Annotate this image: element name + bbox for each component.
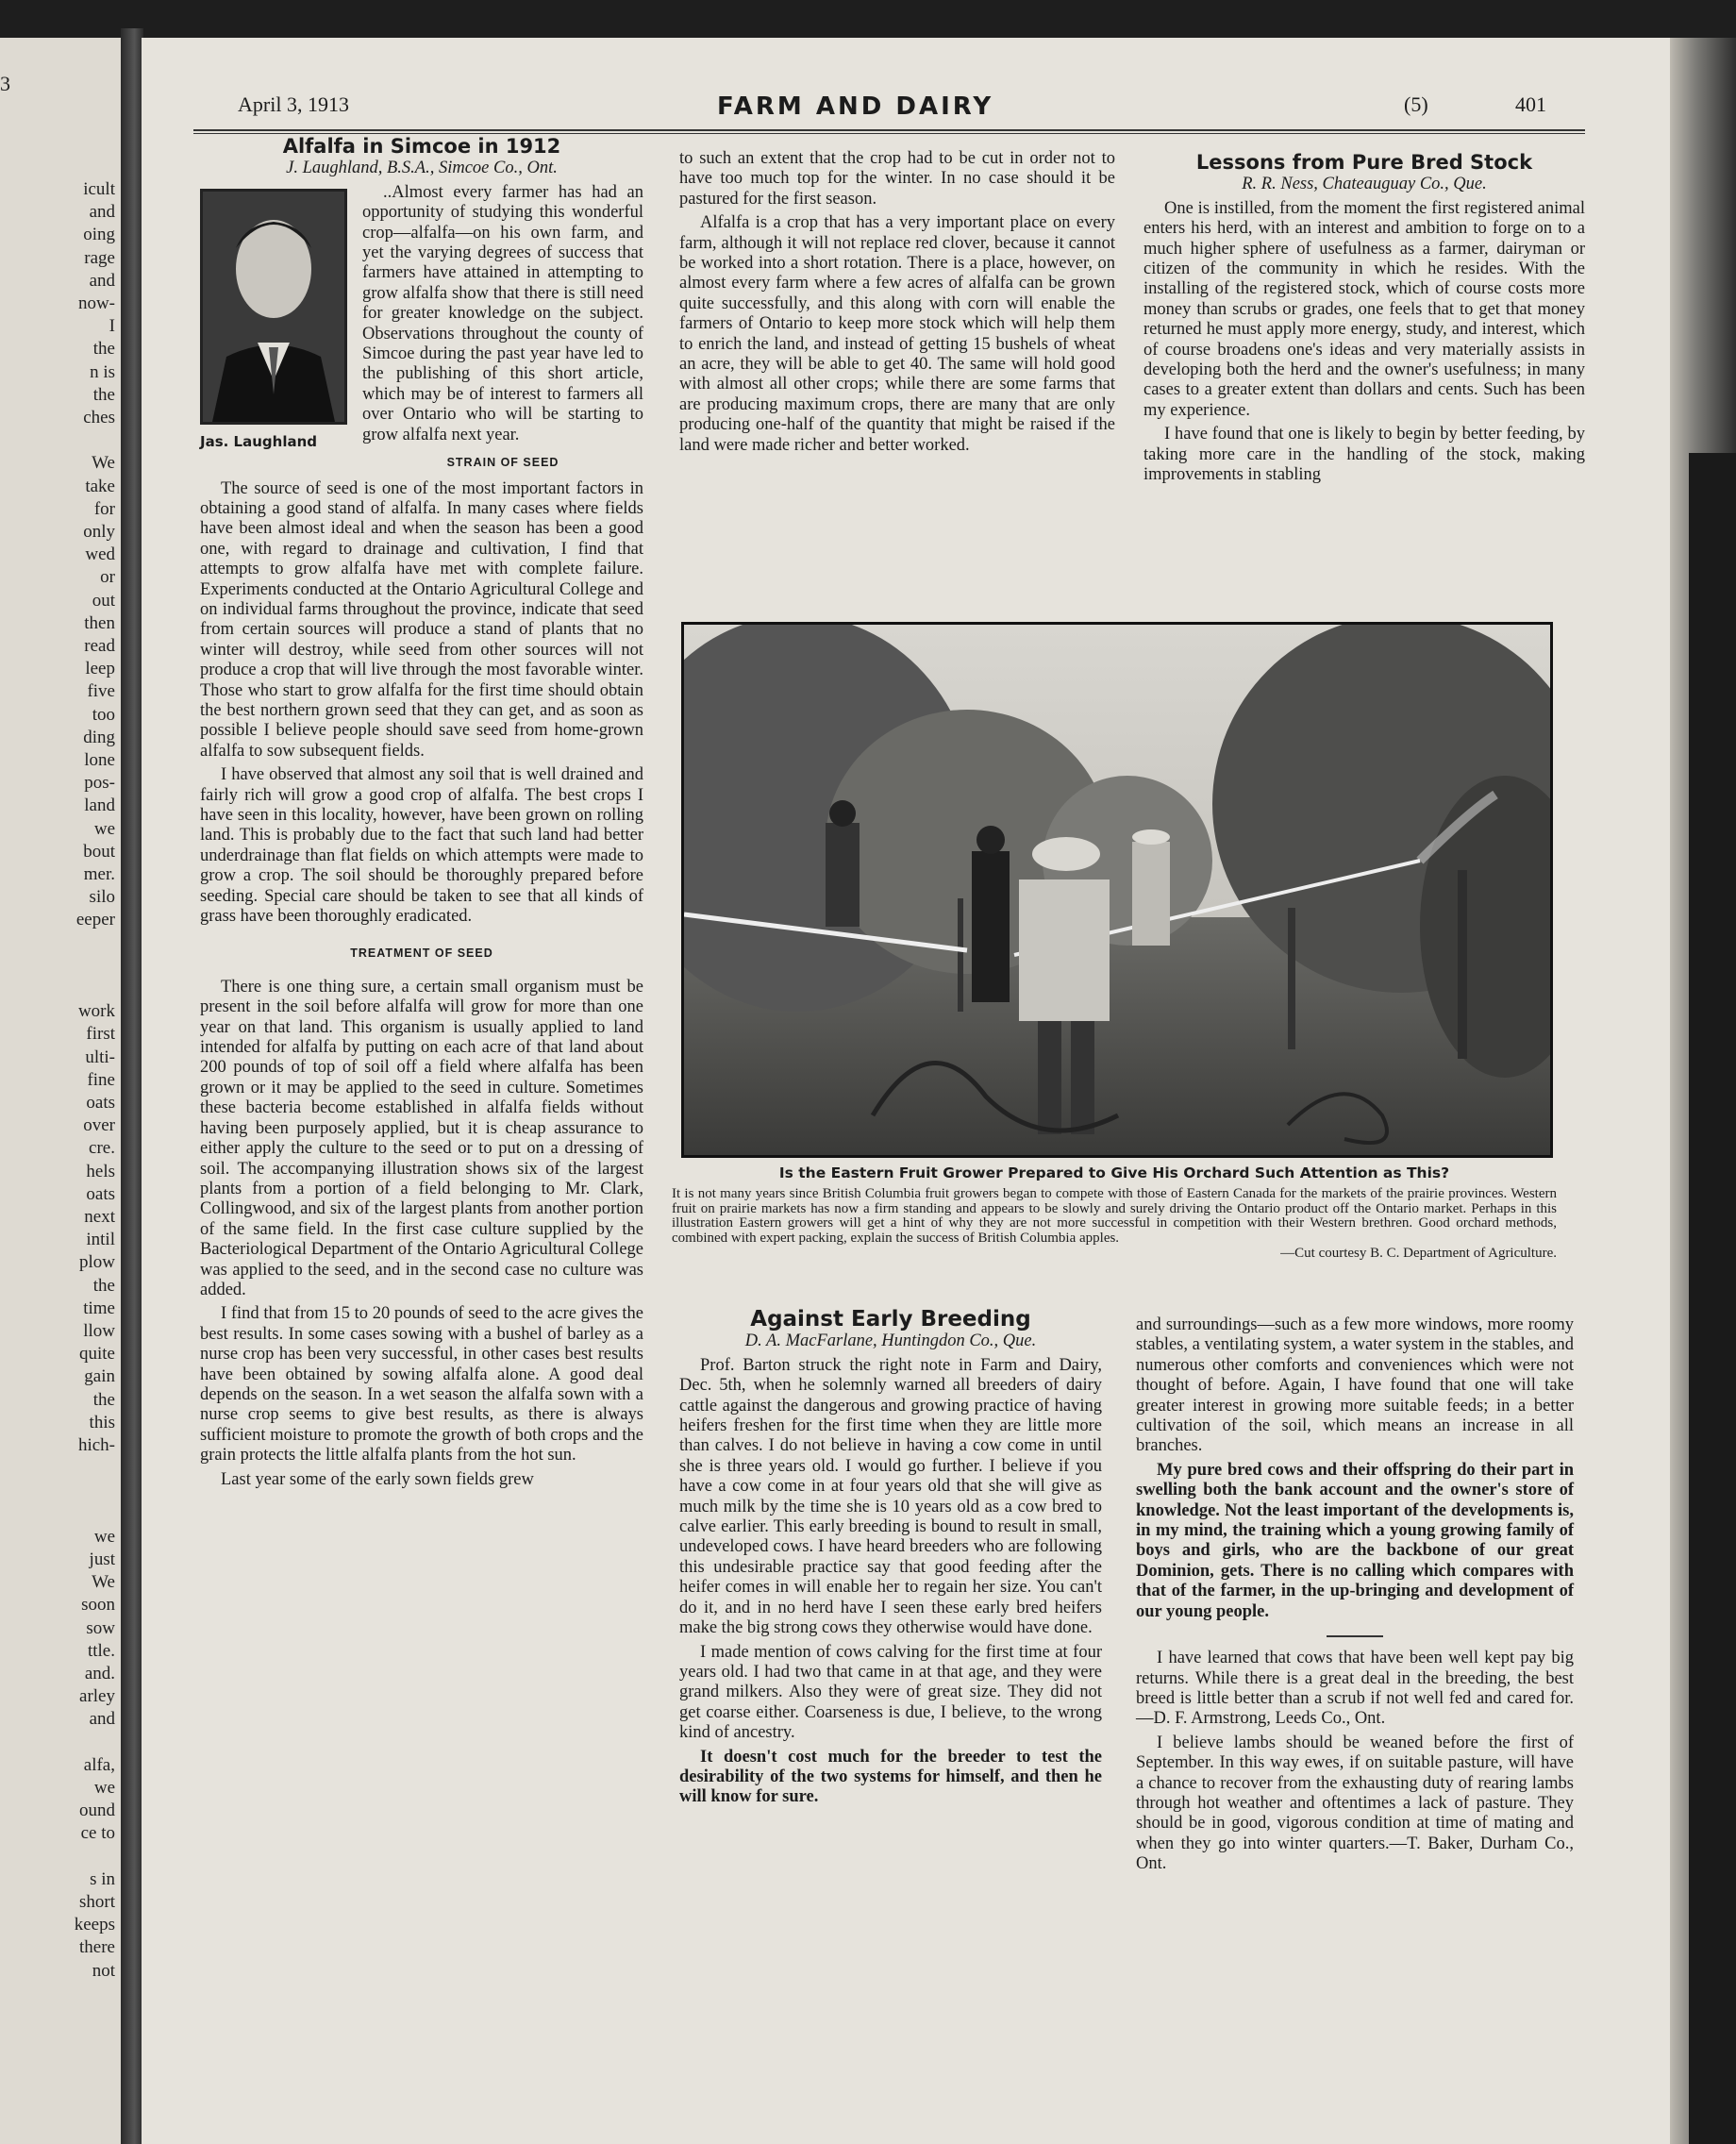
facing-page-line: bout <box>83 841 115 862</box>
article-paragraph: to such an extent that the crop had to be cut in order not to have too much top for the winter. In no case should it be pastured for the first season. <box>679 149 1115 209</box>
facing-page-line: take <box>85 476 115 496</box>
facing-page-line: this <box>89 1412 115 1432</box>
facing-page-line: cre. <box>89 1138 115 1159</box>
facing-page-line: only <box>83 522 115 542</box>
facing-page-line: oats <box>86 1183 115 1204</box>
facing-page-line: hels <box>86 1161 115 1181</box>
facing-page-line: next <box>84 1207 115 1227</box>
facing-page-line: the <box>92 339 115 360</box>
facing-page-line: arley <box>79 1686 115 1707</box>
facing-page-line: the <box>92 1275 115 1296</box>
article-paragraph: and surroundings—such as a few more windows, more roomy stables, a ventilating system, a water system in the stables, and numerous other comforts and conveniences which were not thought of before. Again, I have found that one will take greater interest in growing more suitable feeds; in a better cultivation of the soil, which means an increase in all branches. <box>1136 1315 1574 1456</box>
article-paragraph: One is instilled, from the moment the first registered animal enters his herd, with an interest and ambition to forge on to a much higher sphere of usefulness as a farmer, dairyman or citizen of the community in which he resides. With the installing of the registered stock, which of course costs more money than scrubs or grades, one feels that to get that money returned he must apply more energy, study, and interest, which of course broadens one's ideas and very materially assists in developing both the herd and the owner's usefulness; in many cases to a greater extent than dollars and cents. Such has been my experience. <box>1143 198 1585 420</box>
facing-page-line: work <box>77 1001 115 1022</box>
facing-page-line: ound <box>79 1801 115 1821</box>
facing-page-line: rage <box>84 247 115 268</box>
article-paragraph: Prof. Barton struck the right note in Farm and Dairy, Dec. 5th, when he solemnly warned all breeders of dairy cattle against the dangerous and growing practice of having heifers freshen for the first time when they are little more than calves. I do not believe in having a cow come in until she is three years old. I would go further. I believe if you have a cow come in at four years old that she will give as much milk by the time she is 10 years old as a cow bred to calve earlier. This early breeding is bound to result in small, undeveloped cows. I have heard breeders who are following this undesirable practice say that good feeding after the heifer comes in will enable her to regain her size. You can't do it, and in no herd have I seen these early bred heifers make the big strong cows they otherwise would have done. <box>679 1355 1102 1638</box>
facing-page-line: I <box>108 316 115 337</box>
facing-page-line: then <box>84 612 115 633</box>
facing-page-line: We <box>92 453 115 474</box>
column-2-top <box>679 149 1115 456</box>
facing-page-line: and. <box>84 1664 115 1683</box>
facing-page-line: ches <box>83 408 115 427</box>
section-page-number: (5) <box>1404 92 1428 116</box>
section-separator <box>1327 1635 1383 1637</box>
facing-page-number: 3 <box>0 72 10 95</box>
photo-credit: —Cut courtesy B. C. Department of Agriculture. <box>1280 1246 1557 1262</box>
facing-page-line: lone <box>84 750 115 770</box>
byline-laughland: J. Laughland, B.S.A., Simcoe Co., Ont. <box>286 159 558 178</box>
facing-page-line: silo <box>89 887 115 908</box>
portrait-photo <box>200 189 347 425</box>
photo-caption-text: It is not many years since British Columbia fruit growers began to compete with those of Eastern Canada for the markets of the prairie provinces. Western fruit on prairie markets has now a firm standing and appears to be slowly and surely driving the Ontario product off the Ontario market. Perhaps in this illustration Eastern growers will get a hint of why they are not more successful in competition with their Western brethren. Good orchard methods, combined with expert packing, explain the success of British Columbia apples. <box>672 1186 1557 1246</box>
article-paragraph: There is one thing sure, a certain small organism must be present in the soil before alfalfa will grow for more than one year on that land. This organism is usually applied to land intended for alfalfa by putting on each acre of that land about 200 pounds of top of soil off a field where alfalfa has been grown or it may be applied to the seed in culture. Sometimes these bacteria become established in alfalfa fields without having been purposely applied, but it is cheap assurance to either apply the culture to the seed or to put on a dressing of soil. The accompanying illustration shows six of the largest plants from a portion of a field belonging to Mr. Clark, Collingwood, and six of the largest plants from another portion of the same field. In the first case culture supplied by the Bacteriological Department of the Ontario Agricultural College was applied to the seed, and in the second case no culture was added. <box>200 977 643 1299</box>
facing-page-line: alfa, <box>83 1754 115 1775</box>
facing-page-line: icult <box>83 179 115 199</box>
publication-title: FARM AND DAIRY <box>717 92 994 121</box>
facing-page-line: plow <box>79 1252 115 1273</box>
portrait-caption: Jas. Laughland <box>200 432 318 450</box>
note-armstrong: I have learned that cows that have been well kept pay big returns. While there is a great deal in the breeding, the best breed is little better than a scrub if not well fed and cared for.—D. F. Armstrong, Leeds Co., Ont. <box>1136 1649 1574 1729</box>
facing-page-line: and <box>89 270 115 291</box>
column-3-bottom <box>1136 1315 1574 1875</box>
facing-page-line: the <box>92 1389 115 1410</box>
column-3-top <box>1143 153 1585 486</box>
facing-page-line: over <box>83 1115 115 1136</box>
facing-page-fragment <box>0 38 121 2144</box>
facing-page-line: for <box>93 498 115 519</box>
article-paragraph: My pure bred cows and their offspring do their part in swelling both the bank account and the owner's store of knowledge. Not the least important of the developments is, in my mind, the training which a young growing family of boys and girls, who are the backbone of our great Dominion, gets. There is no calling which compares with that of the farmer, in the up-bringing and development of our young people. <box>1136 1460 1574 1621</box>
facing-page-line: out <box>92 590 115 611</box>
facing-page-line: ttle. <box>87 1640 115 1661</box>
facing-page-line: and <box>89 1709 115 1730</box>
facing-page-line: time <box>83 1298 115 1318</box>
facing-page-line: sow <box>86 1617 115 1638</box>
subhead-treatment-of-seed: TREATMENT OF SEED <box>350 946 493 961</box>
facing-page-line: short <box>79 1892 115 1912</box>
facing-page-line: we <box>93 1526 115 1547</box>
facing-page-line: oing <box>83 225 115 245</box>
facing-page-line: oats <box>86 1093 115 1113</box>
byline-macfarlane: D. A. MacFarlane, Huntingdon Co., Que. <box>744 1332 1037 1351</box>
article-headline-pure-bred: Lessons from Pure Bred Stock <box>1195 151 1533 174</box>
article-paragraph: I have found that one is likely to begin by better feeding, by taking more care in the handling of the stock, making improvements in stabling <box>1143 425 1585 485</box>
article-paragraph: I find that from 15 to 20 pounds of seed to the acre gives the best results. In some cases sowing with a bushel of barley as a nurse crop has been very successful, in other cases best results have been obtained by sowing alfalfa alone. A good deal depends on the season. In a wet season the alfalfa sown with a nurse crop seems to give best results, as there is always sufficient moisture to promote the growth of both crops and the grain protects the little alfalfa plants from the hot sun. <box>200 1304 643 1466</box>
facing-page-line: fine <box>87 1069 115 1090</box>
facing-page-line: We <box>92 1572 115 1593</box>
issue-date: April 3, 1913 <box>238 92 349 116</box>
column-2-bottom <box>679 1307 1102 1808</box>
facing-page-line: too <box>92 704 115 725</box>
facing-page-line: now- <box>77 293 115 313</box>
facing-page-line: mer. <box>83 864 115 884</box>
photo-caption-title: Is the Eastern Fruit Grower Prepared to Give His Orchard Such Attention as This? <box>778 1164 1450 1181</box>
facing-page-line: intil <box>86 1230 115 1250</box>
facing-page-line: land <box>84 796 115 816</box>
article-paragraph: It doesn't cost much for the breeder to test the desirability of the two systems for himself, and then he will know for sure. <box>679 1747 1102 1807</box>
note-baker: I believe lambs should be weaned before the first of September. In this way ewes, if on suitable pasture, will have a chance to recover from the exhausting duty of rearing lambs through hot weather and oftentimes a lack of pasture. They should be in good, vigorous condition at time of mating and when they go into winter quarters.—T. Baker, Durham Co., Ont. <box>1136 1733 1574 1874</box>
facing-page-line: quite <box>79 1344 115 1365</box>
byline-ness: R. R. Ness, Chateauguay Co., Que. <box>1242 175 1487 194</box>
article-paragraph: Alfalfa is a crop that has a very important place on every farm, although it will not replace red clover, because it cannot be worked into a short rotation. There is a place, however, on almost every farm where a few acres of alfalfa can be grown quite successfully, and this along with corn will enable the farmers of Ontario to keep more stock which will help them to enrich the land, and instead of getting 15 bushels of wheat an acre, they will be able to get 40. The same will hold good with almost all other crops; while there are some farms that are producing maximum crops, there are many that are only producing one-half of the quantity that might be raised if the land were made richer and better worked. <box>679 213 1115 455</box>
article-intro: ..Almost every farmer has had an opportunity of studying this wonderful crop—alfalfa—on his own farm, and yet the varying degrees of success that farmers have attained in attempting to grow alfalfa show that there is still need for greater knowledge on the subject. Observations throughout the county of Simcoe during the past year have led to the publishing of this short article, which may be of interest to farmers all over Ontario who will be starting to grow alfalfa next year. <box>362 182 643 444</box>
article-paragraph: Last year some of the early sown fields grew <box>221 1469 534 1489</box>
facing-page-line: there <box>79 1937 115 1958</box>
facing-page-line: gain <box>84 1366 115 1387</box>
facing-page-line: soon <box>81 1595 115 1616</box>
page-number-text: 401 <box>1515 92 1546 116</box>
facing-page-line: ce to <box>80 1823 115 1844</box>
header-rule <box>193 129 1585 134</box>
scan-background <box>1689 453 1736 2144</box>
article-headline-alfalfa: Alfalfa in Simcoe in 1912 <box>282 135 561 158</box>
orchard-spraying-photo <box>681 622 1553 1158</box>
facing-page-line: the <box>92 384 115 405</box>
facing-page-line: pos- <box>84 773 115 794</box>
book-gutter <box>121 28 143 2144</box>
facing-page-line: hich- <box>77 1435 115 1455</box>
facing-page-line: eeper <box>75 910 115 930</box>
portrait-laughland <box>200 189 349 451</box>
column-1 <box>200 137 643 1490</box>
article-paragraph: I made mention of cows calving for the first time at four years old. I had two that came in at that age, and they were grand milkers. Also they were of great size. They did not get coarse either. Coarseness is due, I believe, to the wrong kind of ancestry. <box>679 1642 1102 1743</box>
facing-page-line: llow <box>83 1321 115 1341</box>
facing-page-line: ding <box>83 727 115 747</box>
facing-page-line: s in <box>90 1868 115 1889</box>
facing-page-line: keeps <box>74 1915 115 1935</box>
facing-page-line: or <box>100 567 115 588</box>
scan-top-border <box>0 0 1736 38</box>
facing-page-line: n is <box>90 361 115 382</box>
facing-page-line: first <box>86 1024 115 1045</box>
facing-page-line: we <box>93 1778 115 1798</box>
portrait-illustration <box>203 192 344 422</box>
photo-caption <box>672 1164 1557 1262</box>
article-paragraph: I have observed that almost any soil that is well drained and fairly rich will grow a good crop of alfalfa. The best crops I have seen in this locality, however, have been grown on rolling land. This is probably due to the fact that such land had better underdrainage than flat fields on which attempts were made to grow a crop. The soil should be thoroughly prepared before seeding. Special care should be taken to see that all kinds of grass have been thoroughly eradicated. <box>200 765 643 927</box>
facing-page-line: just <box>89 1549 115 1569</box>
facing-page-line: leep <box>85 659 115 679</box>
facing-page-line: wed <box>85 544 115 565</box>
facing-page-line: and <box>89 202 115 223</box>
facing-page-line: read <box>84 636 115 656</box>
facing-page-line: ulti- <box>85 1047 115 1067</box>
article-headline-early-breeding: Against Early Breeding <box>750 1307 1031 1332</box>
facing-page-line: not <box>92 1960 115 1981</box>
facing-page-line: we <box>93 818 115 839</box>
facing-page-line: five <box>87 681 115 702</box>
subhead-strain-of-seed: STRAIN OF SEED <box>446 456 559 470</box>
orchard-illustration <box>684 625 1550 1155</box>
article-paragraph: The source of seed is one of the most important factors in obtaining a good stand of alfalfa. In many cases where fields have been almost ideal and when the season has been a good one, with regard to drainage and cultivation, I find that attempts to grow alfalfa have met with complete failure. Experiments conducted at the Ontario Agricultural College and on individual farms throughout the province, indicate that seed from certain sources will produce a stand of plants that no winter will destroy, while seed from other sources will not produce a crop that will live through the most favorable winter. Those who start to grow alfalfa for the first time should obtain the best northern grown seed that they can get, and as soon as possible I believe people should save seed from home-grown alfalfa to sow subsequent fields. <box>200 478 643 761</box>
